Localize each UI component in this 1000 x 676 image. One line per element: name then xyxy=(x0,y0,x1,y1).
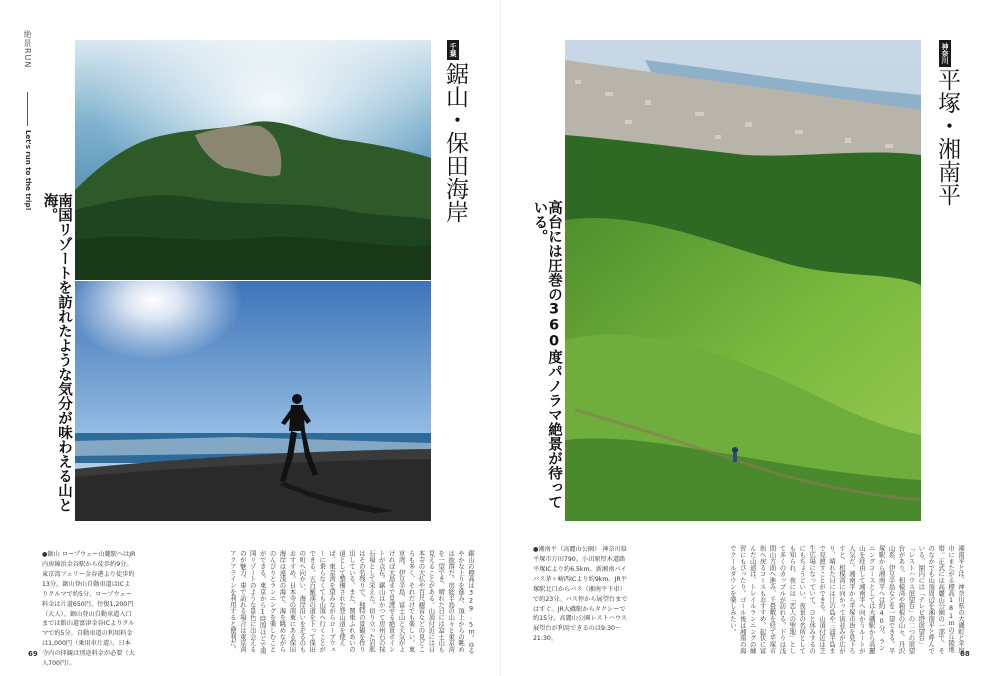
page-number-right: 68 xyxy=(960,650,970,658)
beach-runner-photo xyxy=(75,281,431,521)
series-header: 絶景RUN xyxy=(23,30,32,69)
page-number-left: 69 xyxy=(28,650,38,658)
region-badge-chiba: 千葉 xyxy=(447,40,459,60)
region-badge-kanagawa: 神奈川 xyxy=(939,40,951,67)
spread-gutter xyxy=(500,0,501,676)
coastal-cliff-photo xyxy=(75,40,431,280)
left-catch-copy: 南国リゾートを訪れたような気分が味わえる山と海。 xyxy=(41,193,72,512)
left-body-text: 鋸山の標高は329.5ｍ。ゆるやかな上りを進み、頂上からの眺めは抜群だ。房総半島の山々と東京湾を一望でき、晴れた日には富士山も見えることがある。山頂付近には日本寺の大仏や百尺観音などの見どころも多く、それだけでも楽しい。東京湾、伊豆半島、富士山と天気がよければ大島まで見渡せる絶景ポイントが点在。鋸山はかつて房州石の採石場として栄えた。切り立った岩肌はその名残りで、独特の景観を作り出している。また、関東ふれあいの道として整備された登山道を使えば、東京湾を望みながらロープウェーに乗らなくても山頂へ行くことができる。五百羅漢の道を下って保田の町へ向かい、海岸沿いを走るのもおすすめ。日本寺の南東にある保田海岸は遠浅の海で、海を眺めながらのんびりとランニングを楽しむことができる。東京から1時間ほどで南国リゾートのような景色に出会えるのが魅力。車で訪れる場合は東京湾アクアラインを利用すると便利だ。 xyxy=(228,550,475,654)
right-body-text: 湘南平とは、神奈川県の大磯町と平塚市にまたがる標高181ｍの丘陵地帯。正式には高麗山公園の一部で、そのなかでも山頂周辺を湘南平と呼んでいる。園内には「テレビ塔展望台」「レストハウス展望台」の二つの展望台があり、相模湾や箱根の山々、丹沢山系、伊豆半島などを一望できる。平塚駅から湘南平へは約40分。ランニングコースとしては大磯駅から高麗山を経由して湘南平へ向かうルートが人気だ。湘南平から平塚市街を見下ろすと、相模湾に向かって街並みが広がり、晴れた日には江の島や三浦半島まで見渡すことができる。山頂付近は芝生広場になっていて、ひと休みするのにもちょうどいい。夜景の名所としても知られ、夜には「恋人の聖地」として多くのカップルが訪れる。下りは浅間山方面へ進み、千畳敷を経て平塚市街へ戻るコースもおすすめ。起伏に富んだ山道は、トレイルランニングの練習にもぴったり。ゴール後は湘南の海でクールダウンを楽しみたい。 xyxy=(728,545,965,654)
hillside-panorama-photo xyxy=(565,40,921,521)
right-catch-copy: 高台には圧巻の360度パノラマ絶景が待っている。 xyxy=(531,200,562,509)
left-info-box: ●鋸山 ロープウェー山麓駅へはJR内房線浜金谷駅から徒歩約9分。東京湾フェリー金谷港より徒歩約13分。鋸山登山自動車道はICよりクルマで約5分。ロープウェー料金は片道650円、往復1,200円（大人）。鋸山登山自動車道入口までは館山道富津金谷ICよりクルマで約5分。自動車道の利用料金は1,000円（乗用車片道）。日本寺内の拝観は別途料金が必要（大人700円）。 xyxy=(42,551,136,668)
series-subtitle: Let's run to the trip! xyxy=(24,130,32,211)
header-divider xyxy=(27,92,28,126)
left-place-title: 鋸山・保田海岸 xyxy=(442,62,468,223)
right-info-box: ●湘南平（高麗山公園） 神奈川県平塚市万田790。小田原厚木道路平塚ICより約6.5km、新湘南バイパス茅ヶ崎西ICより約9km。JR平塚駅北口からバス（湘南平下車）で約23分。バス停から展望台まではすぐ。JR大磯駅からタクシーで約15分。高麗山公園レストハウス展望台が利用できるのは9:30〜21:30。 xyxy=(533,546,628,643)
right-place-title: 平塚・湘南平 xyxy=(934,68,960,206)
